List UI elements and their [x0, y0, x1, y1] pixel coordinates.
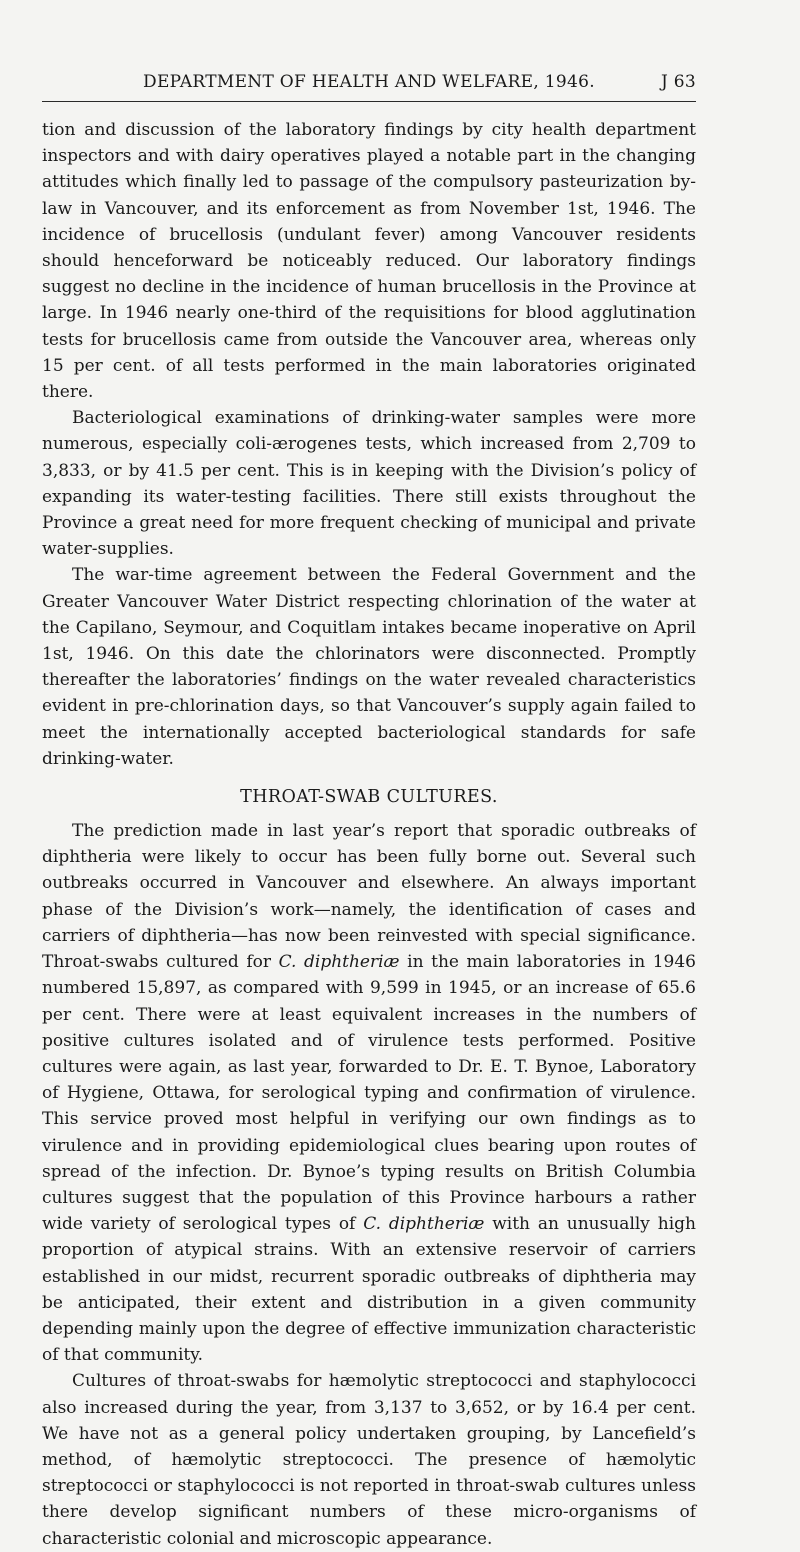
running-header	[42, 72, 696, 96]
paragraph-streptococci: Cultures of throat-swabs for hæmolytic streptococci and staphylococci also increased during the year, from 3,137 to 3,652, or by 16.4 per cent. We have not as a general policy undertaken grouping, by Lancefield’s method, of hæmolytic streptococci. The presence of hæmolytic streptococci or staphylococci is not reported in throat-swab cultures unless there develop significant numbers of these micro-organisms of characteristic colonial and microscopic appearance.	[42, 1371, 696, 1549]
paragraph-drinking-water: Bacteriological examinations of drinking-water samples were more numerous, especially coli-ærogenes tests, which increased from 2,709 to 3,833, or by 41.5 per cent. This is in keeping with the Division’s policy of expanding its water-testing facilities. There still exists throughout the Province a great need for more frequent checking of municipal and private water-supplies.	[42, 408, 696, 560]
paragraph-diphtheria	[42, 818, 696, 1368]
paragraph-chlorination: The war-time agreement between the Federal Government and the Greater Vancouver Water District respecting chlorination of the water at the Capilano, Seymour, and Coquitlam intakes became inoperative on April 1st, 1946. On this date the chlorinators were disconnected. Promptly thereafter the laboratories’ findings on the water revealed characteristics evident in pre-chlorination days, so that Vancouver’s supply again failed to meet the internationally accepted bacteriological standards for safe drinking-water.	[42, 565, 696, 769]
species-name-2: C. diphtheriæ	[363, 1214, 485, 1235]
header-title: DEPARTMENT OF HEALTH AND WELFARE, 1946.	[143, 72, 595, 92]
species-name-1: C. diphtheriæ	[278, 952, 400, 973]
section-heading: THROAT-SWAB CULTURES.	[240, 787, 498, 808]
paragraph-diphtheria-part-3: with an unusually high proportion of atypical strains. With an extensive reservoir of carriers established in our midst, recurrent sporadic outbreaks of diphtheria may be anticipated, their extent and distribution in a given community depending mainly upon the degree of effective immunization characteristic of that community.	[42, 1214, 696, 1366]
paragraph-diphtheria-part-2: in the main laboratories in 1946 numbered 15,897, as compared with 9,599 in 1945, or an increase of 65.6 per cent. There were at least equivalent increases in the numbers of positive cultures isolated and of virulence tests performed. Positive cultures were again, as last year, forwarded to Dr. E. T. Bynoe, Laboratory of Hygiene, Ottawa, for serological typing and confirmation of virulence. This service proved most helpful in verifying our own findings as to virulence and in providing epidemiological clues bearing upon routes of spread of the infection. Dr. Bynoe’s typing results on British Columbia cultures suggest that the population of this Province harbours a rather wide variety of serological types of	[42, 952, 696, 1235]
paragraph-diphtheria-part-1: The prediction made in last year’s report that sporadic outbreaks of diphtheria were likely to occur has been fully borne out. Several such outbreaks occurred in Vancouver and elsewhere. An always important phase of the Division’s work—namely, the identification of cases and carriers of diphtheria—has now been reinvested with special significance. Throat-swabs cultured for	[42, 821, 696, 973]
paragraph-brucellosis: tion and discussion of the laboratory findings by city health department inspectors and with dairy operatives played a notable part in the changing attitudes which finally led to passage of the compulsory pasteurization by-law in Vancouver, and its enforcement as from November 1st, 1946. The incidence of brucellosis (undulant fever) among Vancouver residents should henceforward be noticeably reduced. Our laboratory findings suggest no decline in the incidence of human brucellosis in the Province at large. In 1946 nearly one-third of the requisitions for blood agglutination tests for brucellosis came from outside the Vancouver area, whereas only 15 per cent. of all tests performed in the main laboratories originated there.	[42, 120, 696, 403]
page-number: J 63	[660, 72, 696, 92]
body-text	[42, 117, 696, 1552]
header-rule	[42, 101, 696, 102]
